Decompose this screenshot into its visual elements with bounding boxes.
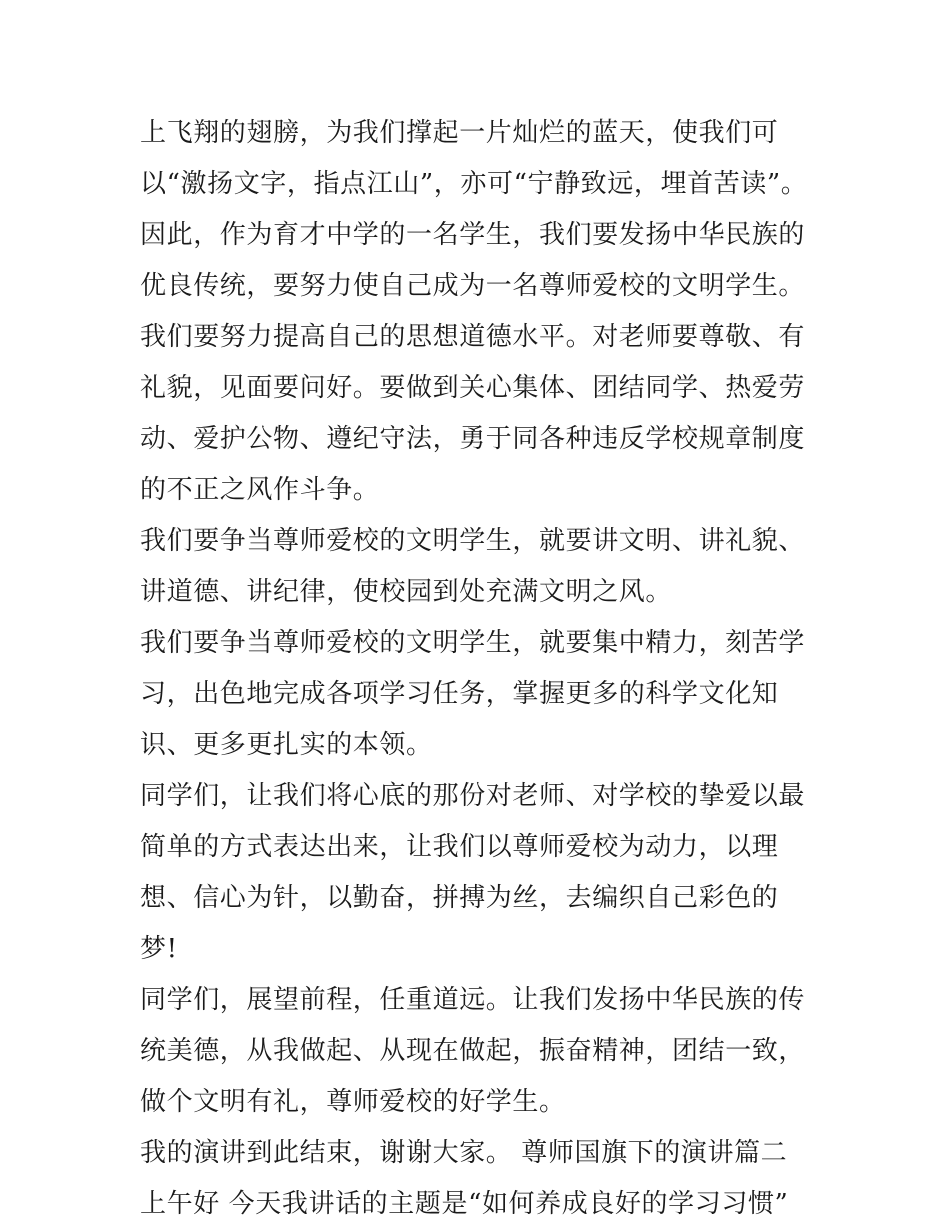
paragraph-6: 同学们，展望前程，任重道远。让我们发扬中华民族的传统美德，从我做起、从现在做起，振奋精神，团结一致，做个文明有礼，尊师爱校的好学生。 xyxy=(140,985,806,1117)
paragraph-5: 同学们，让我们将心底的那份对老师、对学校的挚爱以最简单的方式表达出来，让我们以尊师爱校为动力，以理想、信心为针，以勤奋，拼搏为丝，去编织自己彩色的梦! xyxy=(140,781,806,964)
paragraph-2: 因此，作为育才中学的一名学生，我们要发扬中华民族的优良传统，要努力使自己成为一名尊师爱校的文明学生。我们要努力提高自己的思想道德水平。对老师要尊敬、有礼貌，见面要问好。要做到关心集体、团结同学、热爱劳动、爱护公物、遵纪守法，勇于同各种违反学校规章制度的不正之风作斗争。 xyxy=(140,220,806,505)
paragraph-4: 我们要争当尊师爱校的文明学生，就要集中精力，刻苦学习，出色地完成各项学习任务，掌握更多的科学文化知识、更多更扎实的本领。 xyxy=(140,628,806,760)
paragraph-3: 我们要争当尊师爱校的文明学生，就要讲文明、讲礼貌、讲道德、讲纪律，使校园到处充满文明之风。 xyxy=(140,526,806,607)
document-body xyxy=(140,108,812,1230)
paragraph-7: 我的演讲到此结束，谢谢大家。 尊师国旗下的演讲篇二 上午好 今天我讲话的主题是“如何养成良好的学习习惯” xyxy=(140,1138,789,1219)
paragraph-1: 上飞翔的翅膀，为我们撑起一片灿烂的蓝天，使我们可以“激扬文字，指点江山”，亦可“宁静致远，埋首苦读”。 xyxy=(140,118,808,199)
